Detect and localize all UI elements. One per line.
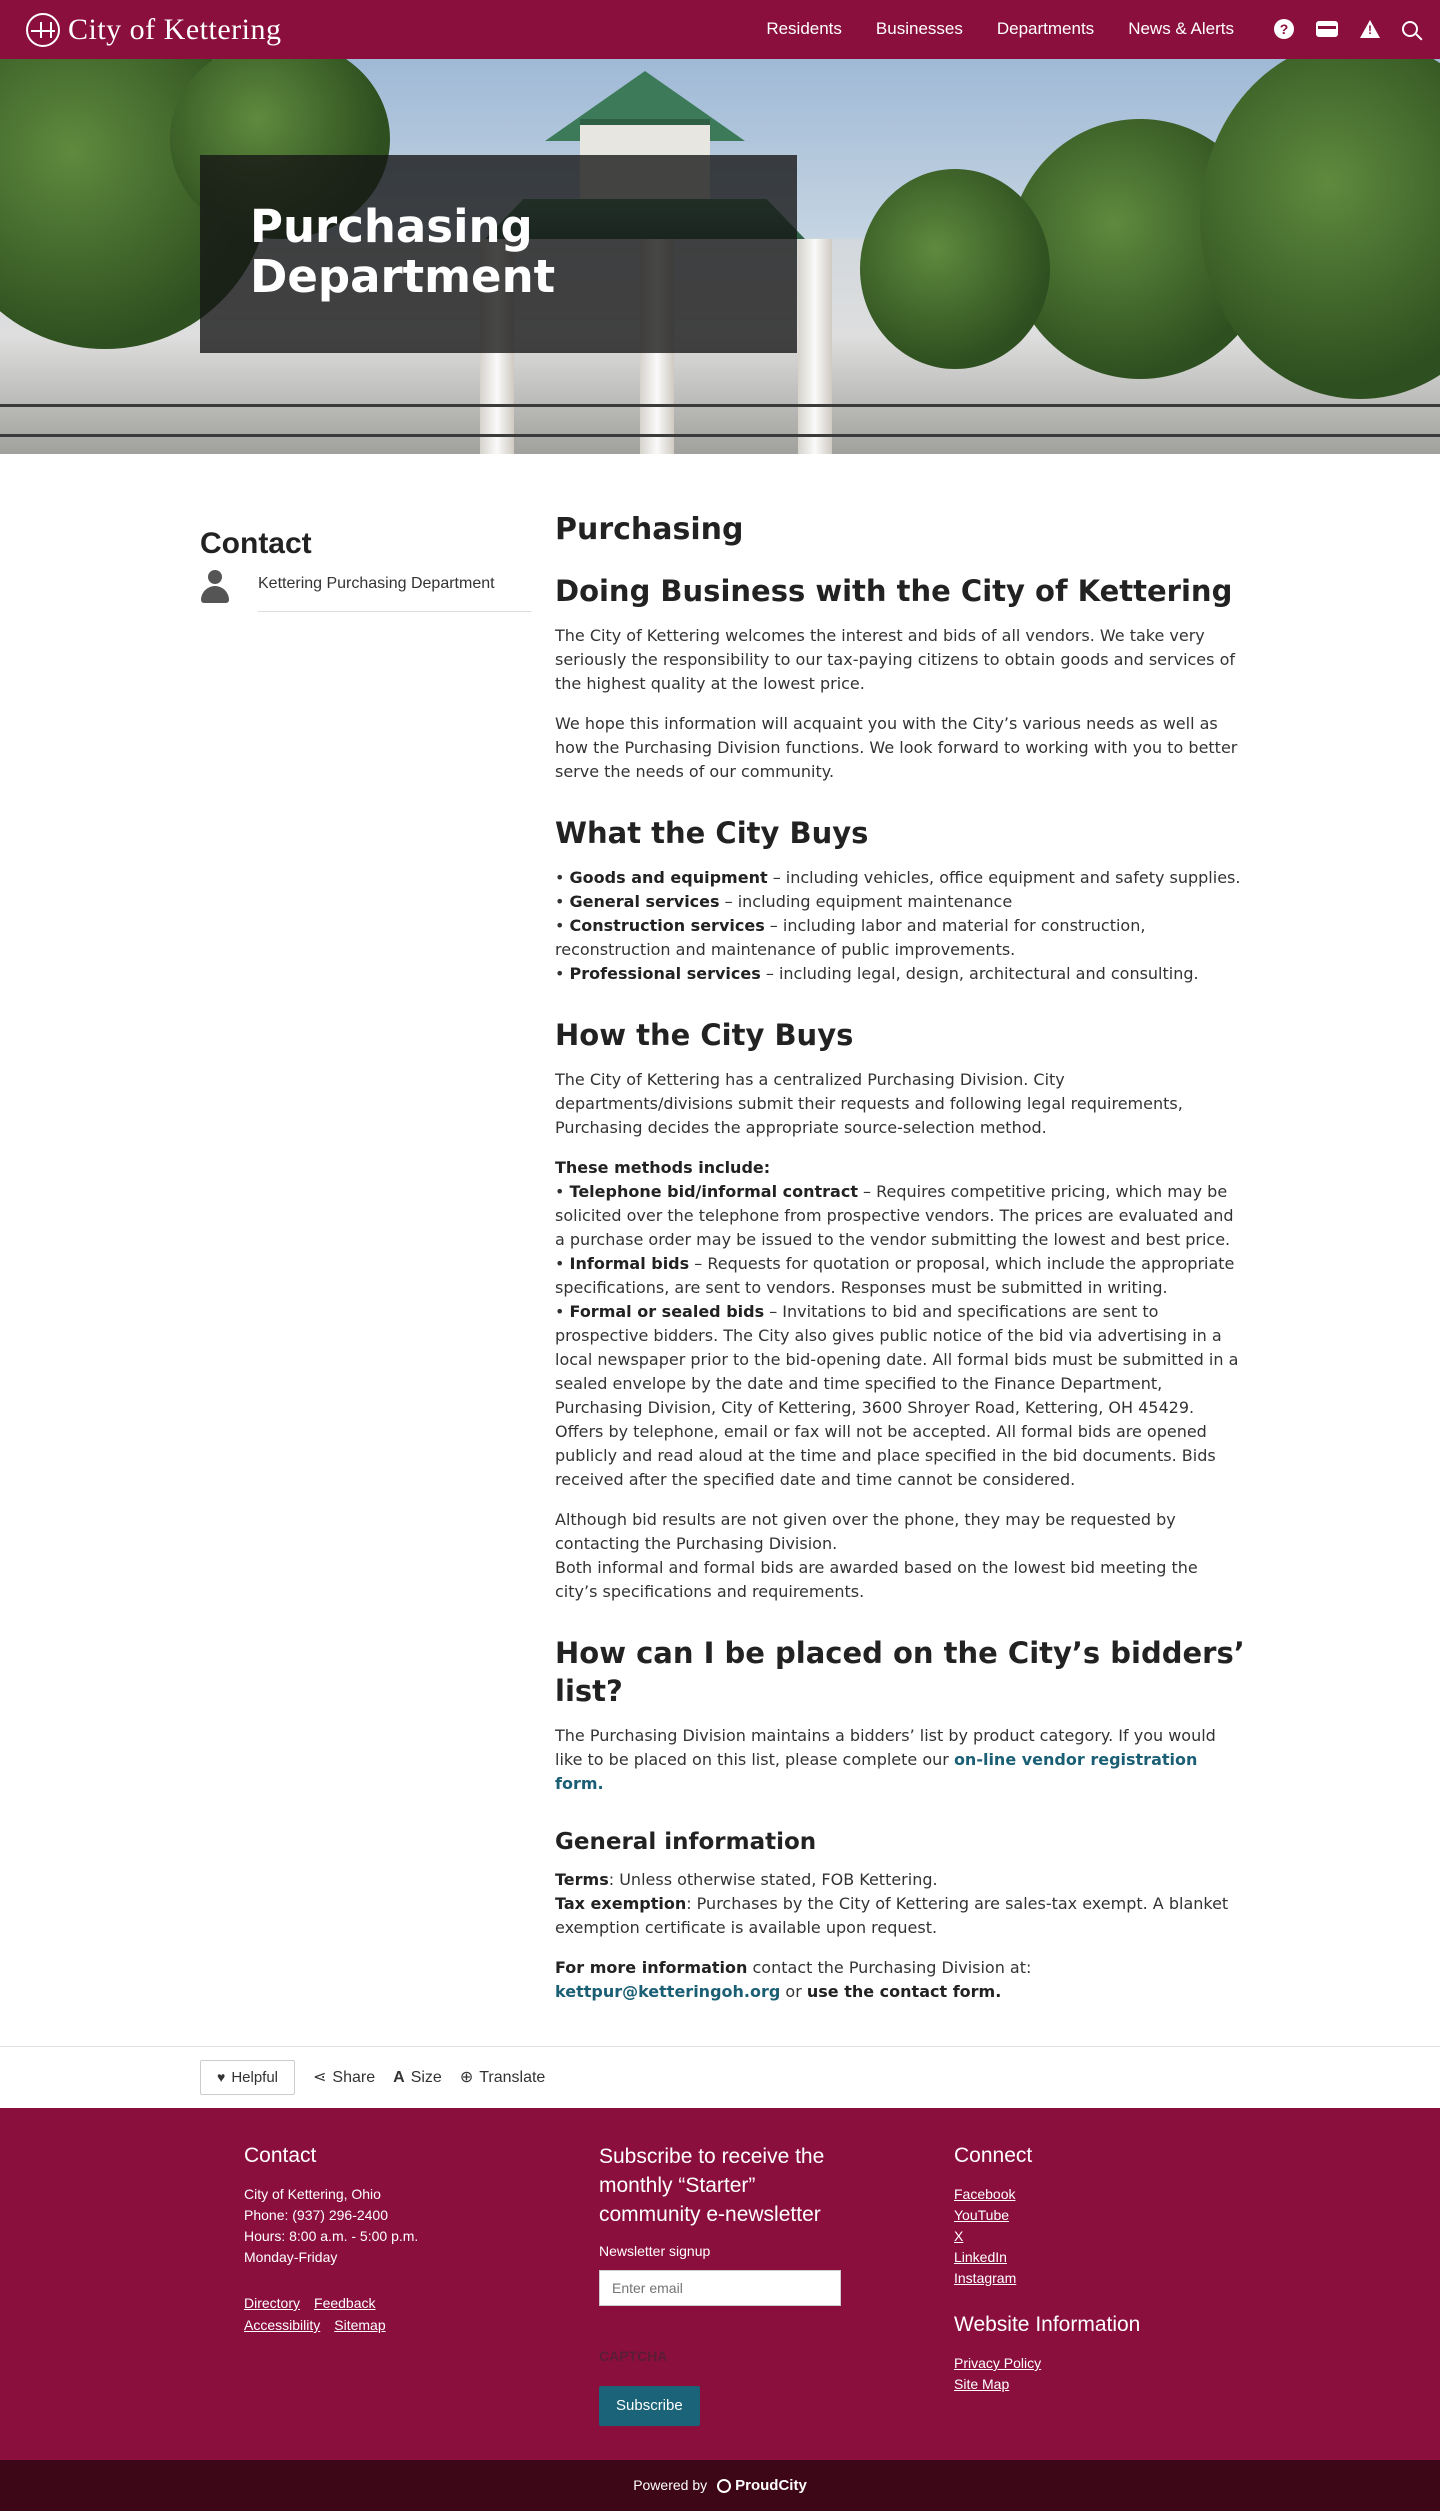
email-link[interactable]: kettpur@ketteringoh.org bbox=[555, 1982, 781, 2001]
contact-form-link[interactable]: use the contact form. bbox=[806, 1982, 1002, 2001]
site-map-link[interactable]: Site Map bbox=[954, 2376, 1010, 2392]
feedback-link[interactable]: Feedback bbox=[314, 2295, 376, 2311]
methods-label: These methods include: bbox=[555, 1158, 771, 1177]
main-nav bbox=[766, 17, 1418, 42]
general-heading: General information bbox=[555, 1829, 817, 1855]
sidebar-heading: Contact bbox=[200, 527, 312, 560]
size-button[interactable] bbox=[393, 2066, 442, 2089]
person-icon bbox=[200, 570, 230, 604]
contact-name[interactable]: Kettering Purchasing Department bbox=[258, 570, 531, 612]
page-title: Purchasing Department bbox=[250, 200, 556, 303]
terms-label: Terms bbox=[555, 1870, 609, 1889]
category-label: Goods and equipment bbox=[569, 868, 768, 887]
help-icon[interactable]: ? bbox=[1274, 19, 1294, 39]
paragraph: The City of Kettering welcomes the interest and bids of all vendors. We take very seriously the responsibility to our tax-paying citizens to obtain goods and services of the highest quality at the lowest price. bbox=[555, 626, 1235, 693]
method-text: Requests for quotation or proposal, which include the appropriate specifications, are sent to vendors. Responses must be submitted in writing. bbox=[555, 1254, 1235, 1297]
privacy-policy-link[interactable]: Privacy Policy bbox=[954, 2355, 1042, 2371]
method-label: Informal bids bbox=[569, 1254, 690, 1273]
youtube-link[interactable]: YouTube bbox=[954, 2207, 1010, 2223]
x-link[interactable]: X bbox=[954, 2228, 964, 2244]
paragraph: The City of Kettering has a centralized Purchasing Division. City departments/divisions submit their requests and following legal requirements, Purchasing decides the appropriate source-selection method. bbox=[555, 1070, 1183, 1137]
paragraph bbox=[555, 1508, 1245, 1604]
website-info-heading: Website Information bbox=[954, 2313, 1141, 2336]
font-size-icon: A bbox=[393, 2068, 405, 2086]
footer-contact-heading: Contact bbox=[244, 2144, 317, 2167]
translate-button[interactable] bbox=[460, 2066, 546, 2089]
what-buys-section bbox=[555, 814, 1245, 986]
gazebo-pillar bbox=[798, 239, 832, 454]
page-actions bbox=[0, 2046, 1440, 2108]
connect-heading: Connect bbox=[954, 2144, 1033, 2167]
method-label: Telephone bid/informal contract bbox=[569, 1182, 858, 1201]
category-text: including legal, design, architectural and consulting. bbox=[778, 964, 1199, 983]
footer-utility-links bbox=[244, 2292, 599, 2336]
category-label: Construction services bbox=[569, 916, 765, 935]
bidders-text: The Purchasing Division maintains a bidders’ list by product category. If you would like to be placed on this list, please complete our bbox=[555, 1726, 1216, 1769]
proudcity-brand: ProudCity bbox=[735, 2476, 807, 2494]
footer-days: Monday-Friday bbox=[244, 2249, 338, 2265]
paragraph: We hope this information will acquaint you with the City’s various needs as well as how the Purchasing Division functions. We look forward to working with you to better serve the needs of our community. bbox=[555, 714, 1238, 781]
facebook-link[interactable]: Facebook bbox=[954, 2186, 1016, 2202]
payment-card-icon[interactable] bbox=[1316, 21, 1338, 37]
sitemap-link[interactable]: Sitemap bbox=[334, 2317, 386, 2333]
captcha-label: CAPTCHA bbox=[599, 2348, 668, 2364]
share-icon: ⋖ bbox=[313, 2068, 327, 2086]
newsletter-heading: Subscribe to receive the monthly “Starter” community e-newsletter bbox=[599, 2145, 825, 2226]
helpful-label: Helpful bbox=[231, 2068, 279, 2086]
contact-sidebar bbox=[200, 510, 531, 2042]
section-title: Purchasing bbox=[555, 512, 744, 547]
instagram-link[interactable]: Instagram bbox=[954, 2270, 1017, 2286]
tax-label: Tax exemption bbox=[555, 1894, 687, 1913]
category-text: including vehicles, office equipment and safety supplies. bbox=[785, 868, 1241, 887]
subscribe-button[interactable]: Subscribe bbox=[599, 2386, 700, 2426]
doing-business-section bbox=[555, 572, 1245, 784]
doing-business-heading: Doing Business with the City of Kettering bbox=[555, 574, 1233, 608]
site-footer bbox=[0, 2108, 1440, 2460]
city-logo[interactable] bbox=[26, 13, 281, 47]
methods-list: These methods include: • Telephone bid/informal contract – Requires competitive pricing, which may be solicited over the telephone from prospective vendors. The prices are evaluated and a purchase order may be issued to the vendor submitting the lowest and best price. • Informal bids – Requests for quotation or proposal, which include the appropriate specifications, are sent to vendors. Responses must be submitted in writing. • Formal or sealed bids – Invitations to bid and specifications are sent to prospective bidders. The City also gives public notice of the bid via advertising in a local newspaper prior to the bid-opening date. All formal bids must be submitted in a sealed envelope by the date and time specified to the Finance Department, Purchasing Division, City of Kettering, 3600 Shroyer Road, Kettering, OH 45429. Offers by telephone, email or fax will not be accepted. All formal bids are opened publicly and read aloud at the time and place specified in the bid documents. Bids received after the specified date and time cannot be considered. bbox=[555, 1158, 1239, 1489]
category-label: General services bbox=[569, 892, 720, 911]
more-info-label: For more information bbox=[555, 1958, 748, 1977]
city-seal-icon bbox=[26, 13, 60, 47]
how-buys-heading: How the City Buys bbox=[555, 1018, 854, 1052]
more-info-text: contact the Purchasing Division at: bbox=[747, 1958, 1032, 1977]
search-icon[interactable] bbox=[1402, 21, 1418, 37]
vendor-registration-link[interactable]: on-line vendor registration form. bbox=[555, 1750, 1198, 1793]
category-label: Professional services bbox=[569, 964, 761, 983]
newsletter-email-input[interactable] bbox=[599, 2270, 841, 2306]
what-buys-heading: What the City Buys bbox=[555, 816, 869, 850]
bidders-section bbox=[555, 1634, 1245, 1796]
share-button[interactable] bbox=[313, 2066, 375, 2089]
bidders-heading: How can I be placed on the City’s bidders’ list? bbox=[555, 1636, 1245, 1708]
powered-by-text: Powered by bbox=[633, 2477, 708, 2494]
globe-icon: ⊕ bbox=[459, 2068, 474, 2086]
directory-link[interactable]: Directory bbox=[244, 2295, 301, 2311]
main-content bbox=[0, 454, 1440, 2042]
site-header bbox=[0, 0, 1440, 59]
website-links bbox=[954, 2353, 1214, 2395]
nav-residents[interactable]: Residents bbox=[766, 19, 842, 39]
terms-text: : Unless otherwise stated, FOB Kettering. bbox=[608, 1870, 938, 1889]
nav-news-alerts[interactable]: News & Alerts bbox=[1128, 19, 1234, 39]
tax-text: : Purchases by the City of Kettering are sales-tax exempt. A blanket exemption certificate is available upon request. bbox=[555, 1894, 1229, 1937]
nav-businesses[interactable]: Businesses bbox=[875, 19, 963, 39]
or-text: or bbox=[780, 1982, 807, 2001]
paragraph bbox=[555, 1724, 1245, 1796]
linkedin-link[interactable]: LinkedIn bbox=[954, 2249, 1007, 2265]
footer-hours: Hours: 8:00 a.m. - 5:00 p.m. bbox=[244, 2228, 419, 2244]
method-label: Formal or sealed bids bbox=[569, 1302, 765, 1321]
footer-contact bbox=[244, 2142, 599, 2440]
social-links bbox=[954, 2184, 1214, 2289]
powered-by-bar bbox=[0, 2460, 1440, 2511]
footer-address: City of Kettering, Ohio bbox=[244, 2186, 381, 2202]
hero-tree bbox=[860, 169, 1050, 369]
contact-card bbox=[200, 570, 531, 612]
category-text: including equipment maintenance bbox=[737, 892, 1013, 911]
award-text: Both informal and formal bids are awarded based on the lowest bid meeting the city’s specifications and requirements. bbox=[555, 1558, 1198, 1601]
article bbox=[555, 510, 1245, 2042]
footer-newsletter bbox=[599, 2142, 954, 2440]
header-icons bbox=[1274, 19, 1418, 39]
footer-contact-details bbox=[244, 2184, 599, 2268]
bid-results-text: Although bid results are not given over the phone, they may be requested by contacting the Purchasing Division. bbox=[555, 1510, 1176, 1553]
accessibility-link[interactable]: Accessibility bbox=[244, 2317, 321, 2333]
paragraph bbox=[555, 1868, 1245, 1940]
newsletter-label: Newsletter signup bbox=[599, 2243, 711, 2259]
railing bbox=[0, 434, 1440, 437]
hero-banner bbox=[0, 59, 1440, 454]
footer-connect bbox=[954, 2142, 1214, 2440]
general-section bbox=[555, 1826, 1245, 2004]
size-label: Size bbox=[410, 2068, 442, 2086]
alert-icon[interactable] bbox=[1360, 20, 1380, 38]
category-text: including labor and material for construction, reconstruction and maintenance of public improvements. bbox=[555, 916, 1146, 959]
hero-tree bbox=[1200, 59, 1440, 399]
footer-phone: Phone: (937) 296-2400 bbox=[244, 2207, 388, 2223]
method-text: Requires competitive pricing, which may be solicited over the telephone from prospective vendors. The prices are evaluated and a purchase order may be issued to the vendor submitting the lowest and best price. bbox=[555, 1182, 1234, 1249]
method-text: Invitations to bid and specifications are sent to prospective bidders. The City also gives public notice of the bid via advertising in a local newspaper prior to the bid-opening date. All formal bids must be submitted in a sealed envelope by the date and time specified to the Finance Department, Purchasing Division, City of Kettering, 3600 Shroyer Road, Kettering, OH 45429. Offers by telephone, email or fax will not be accepted. All formal bids are opened publicly and read aloud at the time and place specified in the bid documents. Bids received after the specified date and time cannot be considered. bbox=[555, 1302, 1239, 1489]
purchase-categories: • Goods and equipment – including vehicles, office equipment and safety supplies. • General services – including equipment maintenance • Construction services – including labor and material for construction, reconstruction and maintenance of public improvements. • Professional services – including legal, design, architectural and consulting. bbox=[555, 868, 1241, 983]
heart-icon: ♥ bbox=[217, 2069, 226, 2086]
share-label: Share bbox=[332, 2068, 376, 2086]
paragraph bbox=[555, 1956, 1245, 2004]
helpful-button[interactable] bbox=[200, 2060, 295, 2096]
railing bbox=[0, 404, 1440, 407]
logo-text: City of Kettering bbox=[68, 12, 282, 46]
proudcity-icon bbox=[717, 2479, 731, 2493]
proudcity-logo[interactable] bbox=[717, 2475, 807, 2497]
nav-departments[interactable]: Departments bbox=[996, 19, 1095, 39]
translate-label: Translate bbox=[479, 2068, 546, 2086]
how-buys-section bbox=[555, 1016, 1245, 1604]
